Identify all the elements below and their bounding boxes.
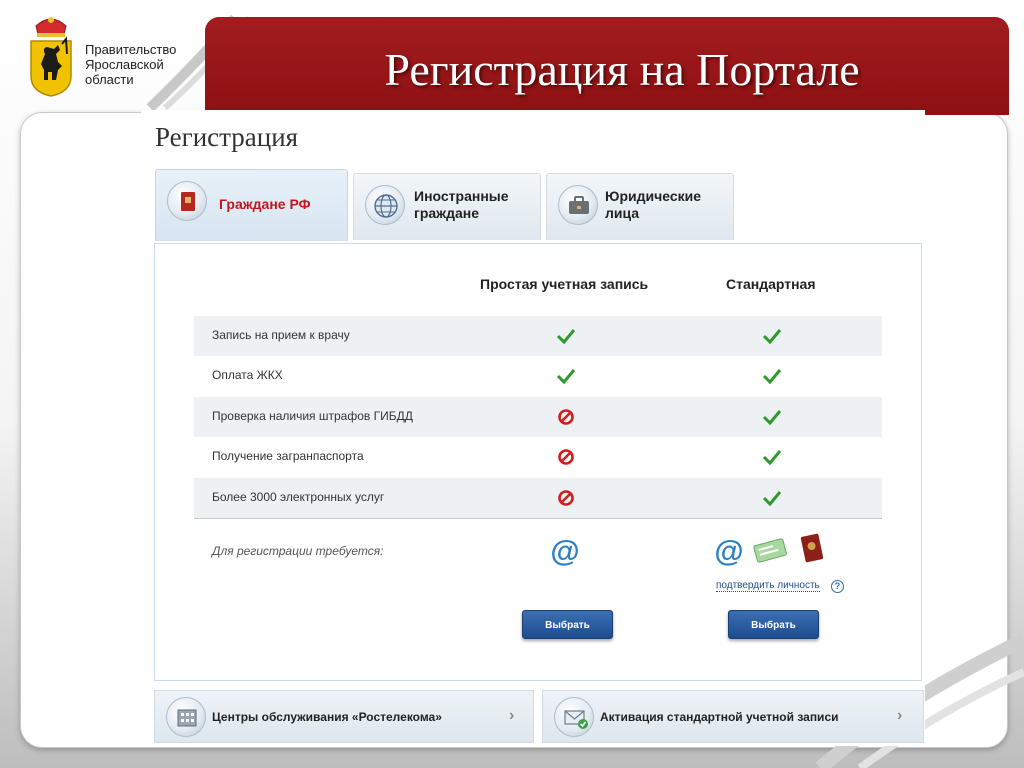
- table-row: [194, 437, 882, 477]
- table-row: [194, 397, 882, 437]
- slide-title: Регистрация на Портале: [384, 44, 860, 95]
- row-label: Получение загранпаспорта: [212, 449, 364, 463]
- svg-text:@: @: [550, 535, 580, 566]
- passport-icon: [167, 181, 207, 221]
- page-title: Регистрация: [155, 122, 299, 152]
- portal-screenshot: [141, 110, 925, 746]
- not-available-icon: [555, 446, 577, 468]
- tab-label-line-1: Иностранные: [414, 188, 509, 204]
- tab-label-line-2: лица: [605, 205, 640, 221]
- email-icon: [713, 534, 745, 566]
- tab-citizens-rf[interactable]: [155, 169, 348, 241]
- chevron-right-icon: ›: [509, 707, 515, 724]
- table-row: [194, 316, 882, 356]
- envelope-check-icon: [554, 697, 594, 737]
- org-name-line-2: Ярославской: [85, 57, 164, 72]
- building-icon: [166, 697, 206, 737]
- service-centers-tile[interactable]: [154, 690, 534, 743]
- not-available-icon: [555, 487, 577, 509]
- title-banner: [205, 17, 1009, 115]
- briefcase-icon: [558, 185, 598, 225]
- globe-icon: [365, 185, 405, 225]
- org-name-line-1: Правительство: [85, 42, 177, 57]
- column-header-simple: Простая учетная запись: [480, 276, 649, 292]
- tile-label: Активация стандартной учетной записи: [600, 710, 839, 724]
- svg-text:@: @: [714, 535, 744, 566]
- table-row: [194, 356, 882, 396]
- check-icon: [761, 487, 783, 509]
- check-icon: [555, 325, 577, 347]
- divider: [194, 518, 882, 519]
- check-icon: [761, 325, 783, 347]
- tab-label-line-1: Юридические: [605, 188, 702, 204]
- chevron-right-icon: ›: [897, 707, 903, 724]
- passport-icon: [796, 531, 828, 565]
- select-standard-button[interactable]: Выбрать: [728, 610, 819, 639]
- verify-identity-link[interactable]: подтвердить личность: [716, 580, 820, 591]
- tab-legal-entities[interactable]: [546, 173, 734, 240]
- help-icon[interactable]: ?: [831, 580, 844, 593]
- yaroslavl-coat-of-arms-icon: [28, 14, 74, 98]
- check-icon: [555, 365, 577, 387]
- table-row: [194, 478, 882, 518]
- org-name: [85, 42, 176, 87]
- column-header-standard: Стандартная: [726, 276, 816, 292]
- snils-card-icon: [752, 534, 788, 566]
- activate-account-tile[interactable]: [542, 690, 924, 743]
- not-available-icon: [555, 406, 577, 428]
- row-label: Оплата ЖКХ: [212, 368, 283, 382]
- check-icon: [761, 365, 783, 387]
- row-label: Проверка наличия штрафов ГИБДД: [212, 409, 413, 423]
- tab-label: Граждане РФ: [219, 196, 311, 212]
- requirements-label: Для регистрации требуется:: [212, 544, 384, 558]
- org-name-line-3: области: [85, 72, 134, 87]
- tab-foreign-citizens[interactable]: [353, 173, 541, 240]
- row-label: Запись на прием к врачу: [212, 328, 350, 342]
- select-simple-button[interactable]: Выбрать: [522, 610, 613, 639]
- check-icon: [761, 406, 783, 428]
- check-icon: [761, 446, 783, 468]
- row-label: Более 3000 электронных услуг: [212, 490, 385, 504]
- tab-label-line-2: граждане: [414, 205, 480, 221]
- email-icon: [549, 534, 581, 566]
- tile-label: Центры обслуживания «Ростелекома»: [212, 710, 442, 724]
